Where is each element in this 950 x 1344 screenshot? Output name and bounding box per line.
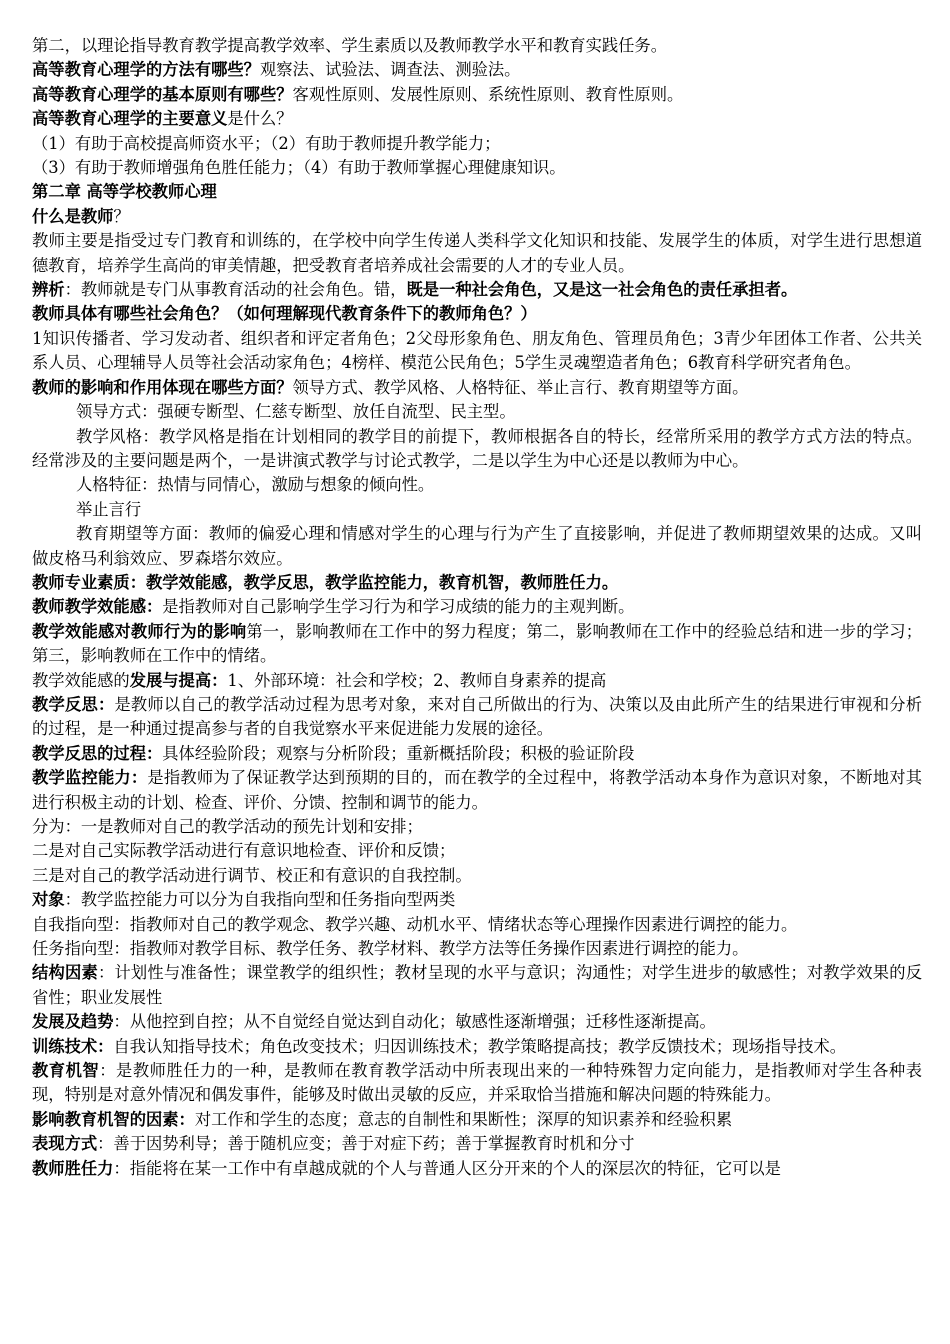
- paragraph-professional-quality: [32, 571, 922, 595]
- answer-text: 观察法、试验法、调查法、测验法。: [259, 60, 521, 80]
- term-heading: 表现方式: [32, 1134, 98, 1154]
- text: 举止言行: [76, 499, 142, 519]
- paragraph-tact: [32, 1059, 922, 1108]
- term-heading: 影响教育机智的因素：: [32, 1109, 195, 1129]
- question-heading: 高等教育心理学的方法有哪些？: [32, 60, 260, 80]
- paragraph-reflection: [32, 693, 922, 742]
- paragraph-task: [32, 34, 922, 58]
- text: 教师主要是指受过专门教育和训练的，在学校中向学生传递人类科学文化知识和技能、发展学生的体质，对学生进行思想道德教育，培养学生高尚的审美情趣，把受教育者培养成社会需要的人才的专业人员。: [32, 231, 922, 275]
- text: （1）有助于高校提高师资水平；（2）有助于教师提升教学能力；: [32, 133, 501, 153]
- text: ：教学监控能力可以分为自我指向型和任务指向型两类: [64, 890, 456, 910]
- chapter-heading: [32, 180, 922, 204]
- paragraph-significance: [32, 107, 922, 131]
- term-heading: 辨析: [32, 280, 65, 300]
- text: 具体经验阶段；观察与分析阶段；重新概括阶段；积极的验证阶段: [162, 743, 635, 763]
- list-line: [32, 156, 922, 180]
- list-line: [32, 815, 922, 839]
- list-line: [32, 132, 922, 156]
- paragraph-efficacy-influence: [32, 620, 922, 669]
- question-suffix: 是什么？: [227, 109, 293, 129]
- text: 三是对自己的教学活动进行调节、校正和有意识的自我控制。: [32, 865, 472, 885]
- question-heading: 教师具体有哪些社会角色？（如何理解现代教育条件下的教师角色？）: [32, 304, 537, 324]
- text: 自我指向型：指教师对自己的教学观念、教学兴趣、动机水平、情绪状态等心理操作因素进行调控的能力。: [32, 914, 798, 934]
- chapter-title: 第二章 高等学校教师心理: [32, 182, 217, 202]
- paragraph-manners: [32, 498, 922, 522]
- paragraph-reflection-process: [32, 742, 922, 766]
- paragraph-efficacy-development: [32, 669, 922, 693]
- term-heading: 教学反思：: [32, 694, 115, 714]
- text: 是指教师为了保证教学达到预期的目的，而在教学的全过程中，将教学活动本身作为意识对象，不断地对其进行积极主动的计划、检查、评价、分馈、控制和调节的能力。: [32, 768, 922, 812]
- paragraph-tact-factors: [32, 1108, 922, 1132]
- answer-text: 领导方式、教学风格、人格特征、举止言行、教育期望等方面。: [292, 377, 749, 397]
- paragraph-roles-question: [32, 302, 922, 326]
- text: 教学效能感的: [32, 670, 130, 690]
- text: 1、外部环境：社会和学校；2、教师自身素养的提高: [227, 670, 607, 690]
- list-line: [32, 864, 922, 888]
- question-suffix: ？: [113, 206, 130, 226]
- paragraph-roles-answer: [32, 327, 922, 376]
- term-heading: 结构因素: [32, 963, 98, 983]
- emphasis-text: 既是一种社会角色，又是这一社会角色的责任承担者。: [406, 280, 798, 300]
- text: 第二，以理论指导教育教学提高教学效率、学生素质以及教师教学水平和教育实践任务。: [32, 36, 667, 55]
- text: 教育期望等方面：教师的偏爱心理和情感对学生的心理与行为产生了直接影响，并促进了教师期望效果的达成。又叫做皮格马利翁效应、罗森塔尔效应。: [32, 524, 922, 568]
- term-heading: 发展及趋势: [32, 1012, 114, 1032]
- answer-text: 客观性原则、发展性原则、系统性原则、教育性原则。: [292, 84, 684, 104]
- text: 人格特征：热情与同情心，激励与想象的倾向性。: [76, 475, 435, 495]
- paragraph-methods: [32, 58, 922, 82]
- paragraph-trend: [32, 1010, 922, 1034]
- text: 教学风格：教学风格是指在计划相同的教学目的前提下，教师根据各自的特长，经常所采用的教学方式方法的特点。经常涉及的主要问题是两个，一是讲演式教学与讨论式教学，二是以学生为中心还是以教师为中心。: [32, 426, 922, 470]
- text: 第一，影响教师在工作中的努力程度；第二，影响教师在工作中的经验总结和进一步的学习；第三，影响教师在工作中的情绪。: [32, 621, 922, 666]
- term-heading: 教学反思的过程：: [32, 743, 163, 763]
- paragraph-personality: [32, 473, 922, 497]
- paragraph-structure: [32, 961, 922, 1010]
- paragraph-efficacy: [32, 595, 922, 619]
- term-heading: 教学监控能力：: [32, 768, 148, 788]
- paragraph-competency: [32, 1157, 922, 1181]
- paragraph-object: [32, 888, 922, 912]
- term-heading: 训练技术：: [32, 1036, 114, 1056]
- text: 自我认知指导技术；角色改变技术；归因训练技术；教学策略提高技；教学反馈技术；现场指导技术。: [113, 1036, 847, 1056]
- term-heading: 发展与提高：: [129, 670, 228, 690]
- paragraph-manifestation: [32, 1132, 922, 1156]
- paragraph-what-is-teacher: [32, 205, 922, 229]
- paragraph-principles: [32, 83, 922, 107]
- text: ：是教师胜任力的一种，是教师在教育教学活动中所表现出来的一种特殊智力定向能力，是指教师对学生各种表现，特别是对意外情况和偶发事件，能够及时做出灵敏的反应，并采取恰当措施和解决问题的特殊能力。: [32, 1061, 922, 1105]
- text: 1知识传播者、学习发动者、组织者和评定者角色；2父母形象角色、朋友角色、管理员角色；3青少年团体工作者、公共关系人员、心理辅导人员等社会活动家角色；4榜样、模范公民角色；5学生灵魂塑造者角色；6教育科学研究者角色。: [32, 328, 922, 373]
- list-line: [32, 839, 922, 863]
- text: 二是对自己实际教学活动进行有意识地检查、评价和反馈；: [32, 841, 456, 861]
- paragraph-training: [32, 1035, 922, 1059]
- term-heading: 教师胜任力: [32, 1158, 114, 1178]
- paragraph-influence: [32, 376, 922, 400]
- paragraph-task-directed: [32, 937, 922, 961]
- text: 是指教师对自己影响学生学习行为和学习成绩的能力的主观判断。: [162, 597, 635, 617]
- question-heading: 什么是教师: [32, 206, 114, 226]
- question-heading: 高等教育心理学的主要意义: [32, 109, 228, 129]
- text: ：善于因势利导；善于随机应变；善于对症下药；善于掌握教育时机和分寸: [97, 1134, 635, 1154]
- text: 对工作和学生的态度；意志的自制性和果断性；深厚的知识素养和经验积累: [194, 1109, 733, 1129]
- paragraph-leadership: [32, 400, 922, 424]
- text: ：从他控到自控；从不自觉经自觉达到自动化；敏感性逐渐增强；迁移性逐渐提高。: [113, 1012, 716, 1032]
- question-heading: 高等教育心理学的基本原则有哪些？: [32, 84, 293, 104]
- text: （3）有助于教师增强角色胜任能力；（4）有助于教师掌握心理健康知识。: [32, 158, 566, 178]
- paragraph-teaching-style: [32, 425, 922, 474]
- term-heading: 对象: [32, 890, 65, 910]
- paragraph-self-directed: [32, 913, 922, 937]
- text: 任务指向型：指教师对教学目标、教学任务、教学材料、教学方法等任务操作因素进行调控的能力。: [32, 939, 749, 959]
- text: 分为：一是教师对自己的教学活动的预先计划和安排；: [32, 817, 423, 836]
- term-heading: 教学效能感对教师行为的影响: [32, 621, 247, 641]
- text: ：指能将在某一工作中有卓越成就的个人与普通人区分开来的个人的深层次的特征，它可以是: [113, 1158, 781, 1178]
- paragraph-monitoring: [32, 766, 922, 815]
- term-heading: 教师专业素质：教学效能感，教学反思，教学监控能力，教育机智，教师胜任力。: [32, 572, 619, 592]
- term-heading: 教育机智: [32, 1061, 100, 1081]
- paragraph-teacher-definition: [32, 229, 922, 278]
- term-heading: 教师教学效能感：: [32, 597, 163, 617]
- text: ：教师就是专门从事教育活动的社会角色。错，: [64, 280, 407, 300]
- text: 领导方式：强硬专断型、仁慈专断型、放任自流型、民主型。: [76, 402, 516, 422]
- text: 是教师以自己的教学活动过程为思考对象，来对自己所做出的行为、决策以及由此所产生的结果进行审视和分析的过程，是一种通过提高参与者的自我觉察水平来促进能力发展的途径。: [32, 694, 922, 739]
- question-heading: 教师的影响和作用体现在哪些方面？: [32, 377, 293, 397]
- text: ：计划性与准备性；课堂教学的组织性；教材呈现的水平与意识；沟通性；对学生进步的敏感性；对教学效果的反省性；职业发展性: [32, 963, 922, 1007]
- paragraph-expectation: [32, 522, 922, 571]
- paragraph-discrimination: [32, 278, 922, 302]
